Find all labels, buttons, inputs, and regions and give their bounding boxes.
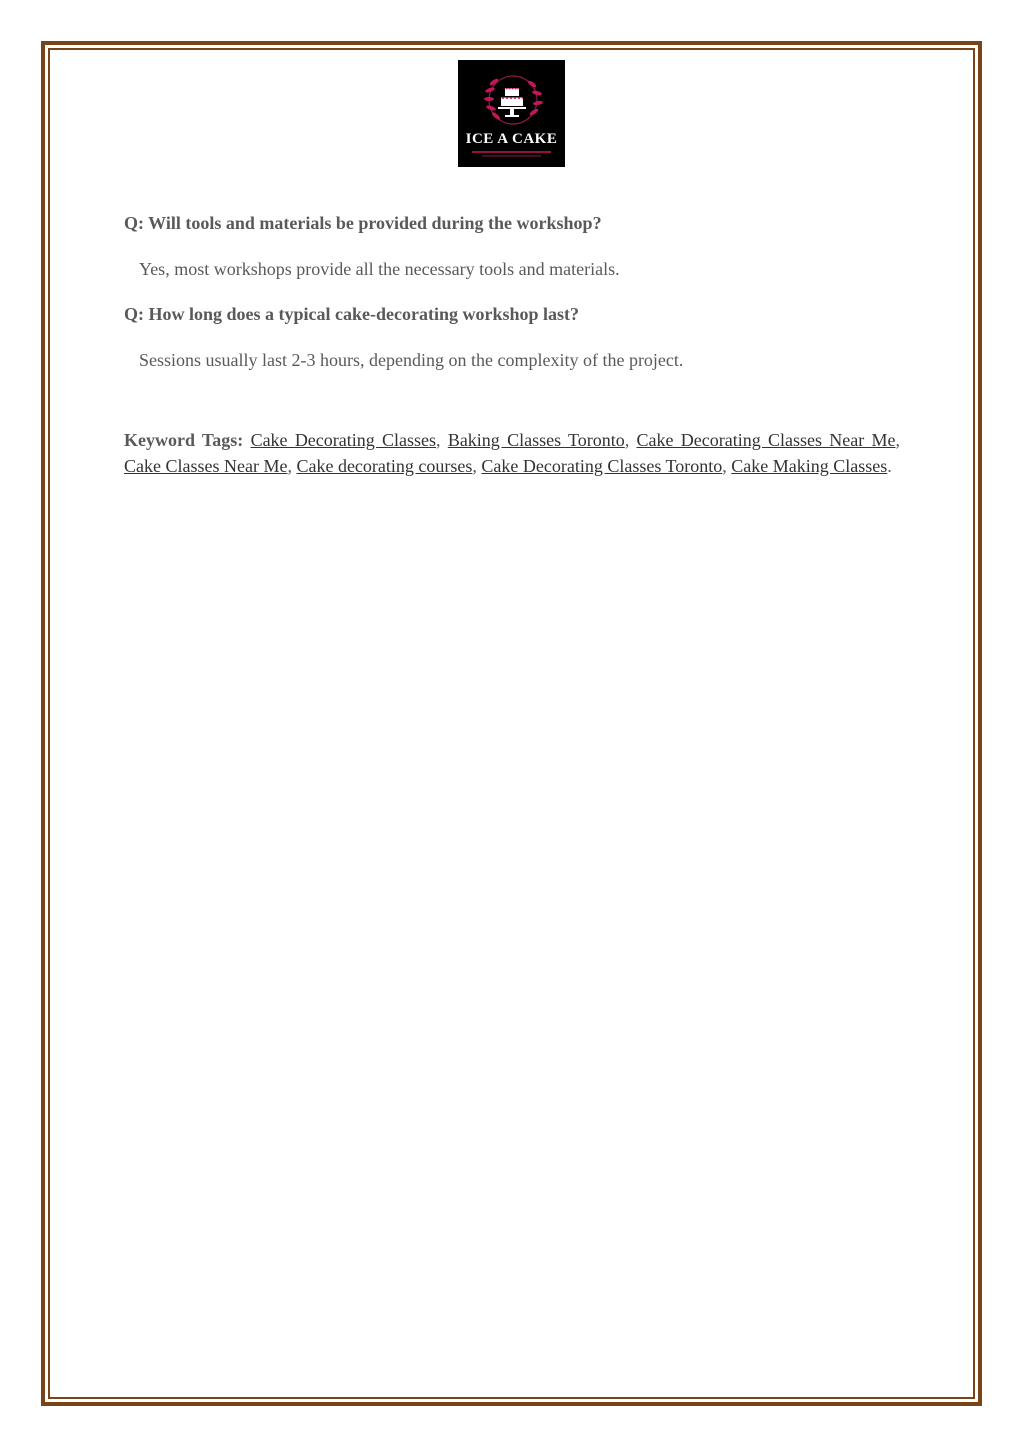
keyword-separator: , (472, 456, 482, 476)
keyword-link-cake-decorating-classes-near-me[interactable]: Cake Decorating Classes Near Me (636, 430, 896, 450)
keyword-separator: , (287, 456, 297, 476)
keyword-link-cake-decorating-courses[interactable]: Cake decorating courses (296, 456, 473, 476)
keyword-separator: , (722, 456, 732, 476)
keyword-separator: , (895, 430, 900, 450)
keyword-tags (124, 427, 900, 479)
logo-text: ICE A CAKE (465, 131, 558, 147)
keyword-link-cake-classes-near-me[interactable]: Cake Classes Near Me (124, 456, 288, 476)
keyword-link-cake-decorating-classes[interactable]: Cake Decorating Classes (250, 430, 437, 450)
faq-answer-1: Yes, most workshops provide all the necessary tools and materials. (139, 259, 620, 279)
keyword-separator: , (624, 430, 637, 450)
keyword-separator: , (436, 430, 448, 450)
keyword-link-baking-classes-toronto[interactable]: Baking Classes Toronto (447, 430, 625, 450)
cake-logo-icon (458, 60, 565, 167)
document-content (124, 210, 900, 479)
faq-question-2: Q: How long does a typical cake-decorating workshop last? (124, 304, 580, 324)
keyword-tags-label: Keyword Tags: (124, 430, 244, 450)
keyword-link-cake-making-classes[interactable]: Cake Making Classes (731, 456, 888, 476)
faq-answer-2: Sessions usually last 2-3 hours, depending on the complexity of the project. (139, 350, 684, 370)
keyword-end: . (887, 456, 892, 476)
faq-question-1: Q: Will tools and materials be provided during the workshop? (124, 213, 602, 233)
keyword-link-cake-decorating-classes-toronto[interactable]: Cake Decorating Classes Toronto (481, 456, 723, 476)
